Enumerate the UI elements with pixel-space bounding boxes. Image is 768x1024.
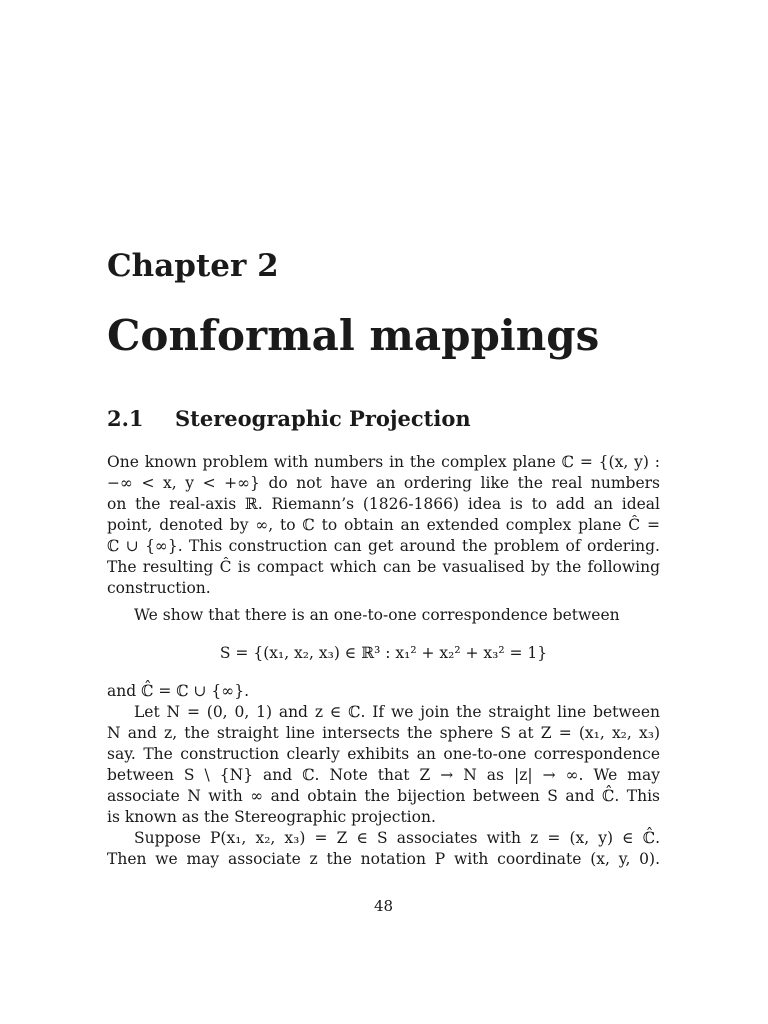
chapter-title: Conformal mappings [107, 311, 600, 360]
paragraph-line: between S \ {N} and ℂ. Note that Z → N as |z| → ∞. We may [107, 766, 660, 784]
paragraph-line: Let N = (0, 0, 1) and z ∈ ℂ. If we join the straight line between [134, 703, 660, 721]
paragraph-line: We show that there is an one-to-one correspondence between [134, 606, 620, 624]
paragraph-line: N and z, the straight line intersects the sphere S at Z = (x₁, x₂, x₃) [107, 724, 660, 742]
section-heading [107, 404, 471, 434]
paragraph-line: on the real-axis ℝ. Riemann’s (1826-1866) idea is to add an ideal [107, 495, 660, 513]
display-equation: S = {(x₁, x₂, x₃) ∈ ℝ³ : x₁² + x₂² + x₃² = 1} [219, 644, 548, 662]
paragraph-line: construction. [107, 579, 211, 597]
paragraph-line: One known problem with numbers in the complex plane ℂ = {(x, y) : [107, 453, 660, 471]
paragraph-line: −∞ < x, y < +∞} do not have an ordering like the real numbers [107, 474, 660, 492]
paragraph-line: Suppose P(x₁, x₂, x₃) = Z ∈ S associates with z = (x, y) ∈ ℂ̂. [134, 829, 660, 847]
paragraph-line: is known as the Stereographic projection. [107, 808, 436, 826]
page-number: 48 [373, 897, 394, 915]
paragraph-line: associate N with ∞ and obtain the bijection between S and ℂ̂. This [107, 787, 660, 805]
document-page [107, 0, 660, 1024]
paragraph-line: Then we may associate z the notation P with coordinate (x, y, 0). [107, 850, 660, 868]
paragraph-line: The resulting Ĉ is compact which can be vasualised by the following [107, 558, 660, 576]
paragraph-line: ℂ ∪ {∞}. This construction can get around the problem of ordering. [107, 537, 660, 555]
section-title: Stereographic Projection [175, 406, 471, 431]
paragraph-line: and ℂ̂ = ℂ ∪ {∞}. [107, 682, 249, 700]
paragraph-line: say. The construction clearly exhibits an one-to-one correspondence [107, 745, 660, 763]
chapter-label: Chapter 2 [107, 248, 279, 284]
paragraph-line: point, denoted by ∞, to ℂ to obtain an extended complex plane Ĉ = [107, 516, 660, 534]
section-number: 2.1 [107, 406, 144, 431]
